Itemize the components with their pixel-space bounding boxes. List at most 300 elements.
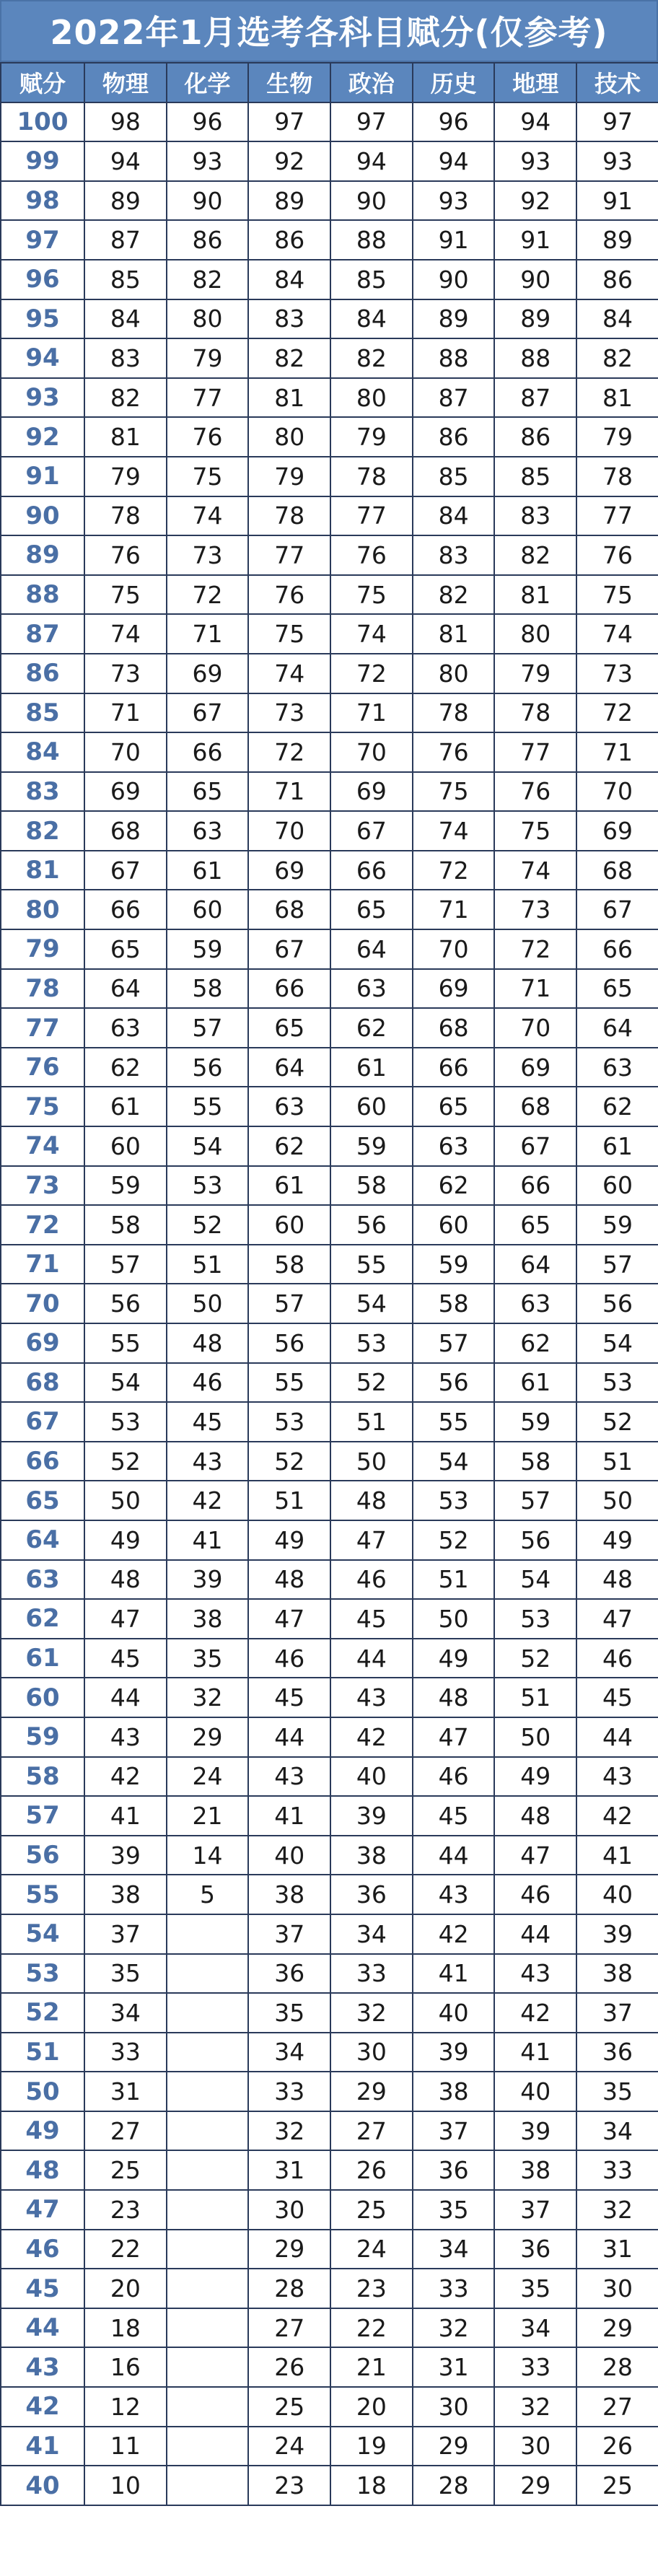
raw-score-cell: 45 (84, 1639, 167, 1678)
raw-score-cell: 69 (248, 851, 330, 890)
raw-score-cell: 92 (494, 181, 576, 221)
score-cell: 98 (1, 181, 84, 221)
raw-score-cell (167, 2033, 249, 2072)
raw-score-cell: 96 (167, 102, 249, 142)
table-row (1, 338, 658, 378)
raw-score-cell: 84 (576, 299, 658, 339)
raw-score-cell: 72 (413, 851, 495, 890)
score-cell: 87 (1, 614, 84, 654)
score-cell: 51 (1, 2033, 84, 2072)
table-row (1, 1796, 658, 1836)
raw-score-cell: 85 (330, 260, 413, 299)
column-header: 生物 (248, 63, 330, 102)
table-row (1, 1599, 658, 1639)
raw-score-cell: 81 (494, 575, 576, 615)
raw-score-cell: 75 (413, 772, 495, 812)
raw-score-cell: 49 (248, 1520, 330, 1560)
score-cell: 78 (1, 969, 84, 1009)
raw-score-cell: 35 (84, 1954, 167, 1994)
raw-score-cell: 30 (494, 2427, 576, 2466)
raw-score-cell: 49 (84, 1520, 167, 1560)
raw-score-cell (167, 2111, 249, 2151)
raw-score-cell: 97 (330, 102, 413, 142)
raw-score-cell: 33 (413, 2269, 495, 2308)
raw-score-cell: 54 (413, 1442, 495, 1481)
table-row (1, 141, 658, 181)
raw-score-cell: 84 (84, 299, 167, 339)
raw-score-cell: 78 (330, 457, 413, 496)
raw-score-cell: 25 (84, 2150, 167, 2190)
raw-score-cell: 78 (494, 693, 576, 733)
raw-score-cell: 25 (576, 2466, 658, 2505)
column-header: 历史 (413, 63, 495, 102)
raw-score-cell (167, 2150, 249, 2190)
raw-score-cell: 48 (330, 1481, 413, 1520)
raw-score-cell: 24 (248, 2427, 330, 2466)
raw-score-cell: 56 (248, 1323, 330, 1363)
score-cell: 66 (1, 1442, 84, 1481)
raw-score-cell: 47 (84, 1599, 167, 1639)
raw-score-cell: 38 (576, 1954, 658, 1994)
raw-score-cell: 91 (413, 220, 495, 260)
raw-score-cell: 60 (167, 890, 249, 929)
table-row (1, 2033, 658, 2072)
raw-score-cell: 56 (576, 1284, 658, 1323)
score-cell: 61 (1, 1639, 84, 1678)
raw-score-cell: 86 (248, 220, 330, 260)
raw-score-cell: 65 (576, 969, 658, 1009)
raw-score-cell: 40 (413, 1993, 495, 2033)
table-row (1, 496, 658, 536)
score-cell: 96 (1, 260, 84, 299)
header-row (1, 63, 658, 102)
raw-score-cell: 43 (167, 1442, 249, 1481)
raw-score-cell: 44 (494, 1914, 576, 1954)
raw-score-cell (167, 1954, 249, 1994)
table-row (1, 693, 658, 733)
raw-score-cell: 41 (167, 1520, 249, 1560)
score-cell: 80 (1, 890, 84, 929)
raw-score-cell: 5 (167, 1875, 249, 1914)
table-row (1, 1914, 658, 1954)
raw-score-cell: 40 (330, 1757, 413, 1797)
table-row (1, 1323, 658, 1363)
raw-score-cell: 29 (494, 2466, 576, 2505)
raw-score-cell: 84 (330, 299, 413, 339)
table-row (1, 2190, 658, 2230)
raw-score-cell: 36 (330, 1875, 413, 1914)
table-row (1, 732, 658, 772)
score-cell: 55 (1, 1875, 84, 1914)
score-cell: 95 (1, 299, 84, 339)
raw-score-cell: 76 (413, 732, 495, 772)
table-row (1, 2308, 658, 2348)
raw-score-cell: 51 (413, 1560, 495, 1600)
raw-score-cell: 79 (330, 417, 413, 457)
raw-score-cell: 18 (84, 2308, 167, 2348)
raw-score-cell: 34 (576, 2111, 658, 2151)
raw-score-cell: 31 (413, 2347, 495, 2387)
table-row (1, 1757, 658, 1797)
score-cell: 62 (1, 1599, 84, 1639)
score-cell: 89 (1, 535, 84, 575)
raw-score-cell: 32 (413, 2308, 495, 2348)
score-cell: 57 (1, 1796, 84, 1836)
raw-score-cell: 94 (84, 141, 167, 181)
raw-score-cell: 47 (413, 1717, 495, 1757)
raw-score-cell: 50 (167, 1284, 249, 1323)
raw-score-cell: 41 (576, 1836, 658, 1875)
score-cell: 99 (1, 141, 84, 181)
raw-score-cell: 21 (167, 1796, 249, 1836)
raw-score-cell: 20 (84, 2269, 167, 2308)
table-row (1, 614, 658, 654)
raw-score-cell: 91 (576, 181, 658, 221)
raw-score-cell: 77 (576, 496, 658, 536)
score-cell: 46 (1, 2230, 84, 2269)
raw-score-cell: 62 (413, 1166, 495, 1206)
raw-score-cell: 39 (576, 1914, 658, 1954)
raw-score-cell: 51 (248, 1481, 330, 1520)
raw-score-cell: 66 (413, 1048, 495, 1087)
raw-score-cell: 27 (248, 2308, 330, 2348)
raw-score-cell: 16 (84, 2347, 167, 2387)
score-cell: 44 (1, 2308, 84, 2348)
raw-score-cell: 38 (167, 1599, 249, 1639)
raw-score-cell: 83 (84, 338, 167, 378)
table-row (1, 417, 658, 457)
table-row (1, 811, 658, 851)
raw-score-cell: 87 (494, 378, 576, 418)
score-cell: 42 (1, 2387, 84, 2427)
raw-score-cell (167, 2427, 249, 2466)
table-row (1, 2269, 658, 2308)
raw-score-cell: 53 (576, 1363, 658, 1403)
raw-score-cell: 54 (167, 1126, 249, 1166)
raw-score-cell: 72 (576, 693, 658, 733)
raw-score-cell: 60 (248, 1205, 330, 1245)
raw-score-cell: 42 (330, 1717, 413, 1757)
raw-score-cell: 57 (84, 1245, 167, 1284)
raw-score-cell: 27 (576, 2387, 658, 2427)
raw-score-cell: 69 (330, 772, 413, 812)
raw-score-cell: 43 (413, 1875, 495, 1914)
raw-score-cell: 31 (84, 2072, 167, 2111)
raw-score-cell: 47 (248, 1599, 330, 1639)
score-cell: 84 (1, 732, 84, 772)
raw-score-cell: 66 (576, 929, 658, 969)
table-row (1, 2150, 658, 2190)
raw-score-cell: 50 (84, 1481, 167, 1520)
table-row (1, 969, 658, 1009)
score-cell: 67 (1, 1402, 84, 1442)
raw-score-cell: 82 (167, 260, 249, 299)
raw-score-cell: 55 (248, 1363, 330, 1403)
raw-score-cell: 47 (330, 1520, 413, 1560)
raw-score-cell: 66 (330, 851, 413, 890)
raw-score-cell: 70 (84, 732, 167, 772)
raw-score-cell: 55 (413, 1402, 495, 1442)
score-cell: 91 (1, 457, 84, 496)
raw-score-cell: 53 (413, 1481, 495, 1520)
raw-score-cell: 72 (248, 732, 330, 772)
table-row (1, 1639, 658, 1678)
raw-score-cell: 71 (167, 614, 249, 654)
raw-score-cell: 33 (248, 2072, 330, 2111)
raw-score-cell: 85 (494, 457, 576, 496)
raw-score-cell: 63 (167, 811, 249, 851)
raw-score-cell: 76 (330, 535, 413, 575)
raw-score-cell: 50 (576, 1481, 658, 1520)
raw-score-cell: 60 (413, 1205, 495, 1245)
raw-score-cell (167, 2072, 249, 2111)
raw-score-cell: 19 (330, 2427, 413, 2466)
raw-score-cell: 76 (84, 535, 167, 575)
raw-score-cell: 77 (248, 535, 330, 575)
raw-score-cell: 78 (248, 496, 330, 536)
score-cell: 75 (1, 1087, 84, 1126)
raw-score-cell: 79 (167, 338, 249, 378)
raw-score-cell: 66 (494, 1166, 576, 1206)
table-row (1, 1954, 658, 1994)
raw-score-cell: 74 (330, 614, 413, 654)
raw-score-cell: 62 (248, 1126, 330, 1166)
table-row (1, 181, 658, 221)
raw-score-cell: 38 (494, 2150, 576, 2190)
raw-score-cell: 48 (84, 1560, 167, 1600)
raw-score-cell: 54 (330, 1284, 413, 1323)
raw-score-cell: 89 (576, 220, 658, 260)
raw-score-cell: 67 (494, 1126, 576, 1166)
raw-score-cell: 22 (84, 2230, 167, 2269)
raw-score-cell: 60 (330, 1087, 413, 1126)
raw-score-cell: 67 (248, 929, 330, 969)
raw-score-cell: 79 (248, 457, 330, 496)
score-cell: 81 (1, 851, 84, 890)
raw-score-cell: 47 (576, 1599, 658, 1639)
raw-score-cell: 48 (167, 1323, 249, 1363)
raw-score-cell: 97 (248, 102, 330, 142)
table-row (1, 1836, 658, 1875)
raw-score-cell: 60 (84, 1126, 167, 1166)
raw-score-cell: 39 (413, 2033, 495, 2072)
raw-score-cell: 75 (248, 614, 330, 654)
raw-score-cell: 59 (576, 1205, 658, 1245)
raw-score-cell: 36 (248, 1954, 330, 1994)
raw-score-cell: 44 (576, 1717, 658, 1757)
raw-score-cell: 56 (413, 1363, 495, 1403)
raw-score-cell: 64 (84, 969, 167, 1009)
raw-score-cell: 53 (84, 1402, 167, 1442)
score-cell: 71 (1, 1245, 84, 1284)
raw-score-cell: 32 (330, 1993, 413, 2033)
raw-score-cell: 61 (494, 1363, 576, 1403)
raw-score-cell: 41 (413, 1954, 495, 1994)
raw-score-cell: 42 (84, 1757, 167, 1797)
score-cell: 92 (1, 417, 84, 457)
table-row (1, 929, 658, 969)
raw-score-cell: 63 (494, 1284, 576, 1323)
raw-score-cell: 40 (494, 2072, 576, 2111)
table-row (1, 1481, 658, 1520)
raw-score-cell: 77 (330, 496, 413, 536)
score-cell: 77 (1, 1008, 84, 1048)
raw-score-cell: 63 (576, 1048, 658, 1087)
raw-score-cell (167, 2308, 249, 2348)
raw-score-cell: 87 (84, 220, 167, 260)
score-cell: 70 (1, 1284, 84, 1323)
raw-score-cell: 26 (248, 2347, 330, 2387)
raw-score-cell: 89 (248, 181, 330, 221)
raw-score-cell: 62 (494, 1323, 576, 1363)
raw-score-cell (167, 1914, 249, 1954)
raw-score-cell: 39 (84, 1836, 167, 1875)
raw-score-cell: 78 (84, 496, 167, 536)
raw-score-cell: 72 (494, 929, 576, 969)
raw-score-cell: 82 (413, 575, 495, 615)
score-cell: 94 (1, 338, 84, 378)
table-row (1, 851, 658, 890)
score-cell: 50 (1, 2072, 84, 2111)
raw-score-cell: 35 (494, 2269, 576, 2308)
raw-score-cell: 35 (413, 2190, 495, 2230)
score-cell: 49 (1, 2111, 84, 2151)
table-row (1, 378, 658, 418)
raw-score-cell: 63 (84, 1008, 167, 1048)
raw-score-cell: 28 (248, 2269, 330, 2308)
raw-score-cell: 48 (576, 1560, 658, 1600)
table-row (1, 535, 658, 575)
raw-score-cell: 79 (494, 654, 576, 693)
score-cell: 83 (1, 772, 84, 812)
raw-score-cell: 20 (330, 2387, 413, 2427)
raw-score-cell: 45 (330, 1599, 413, 1639)
raw-score-cell: 77 (167, 378, 249, 418)
raw-score-cell: 45 (413, 1796, 495, 1836)
raw-score-cell: 24 (330, 2230, 413, 2269)
raw-score-cell: 62 (330, 1008, 413, 1048)
raw-score-cell: 41 (494, 2033, 576, 2072)
table-row (1, 1993, 658, 2033)
raw-score-cell: 18 (330, 2466, 413, 2505)
raw-score-cell: 31 (576, 2230, 658, 2269)
raw-score-cell: 71 (494, 969, 576, 1009)
raw-score-cell: 14 (167, 1836, 249, 1875)
raw-score-cell: 73 (84, 654, 167, 693)
raw-score-cell: 50 (330, 1442, 413, 1481)
score-cell: 64 (1, 1520, 84, 1560)
raw-score-cell: 83 (248, 299, 330, 339)
raw-score-cell: 57 (413, 1323, 495, 1363)
raw-score-cell: 66 (84, 890, 167, 929)
score-cell: 59 (1, 1717, 84, 1757)
raw-score-cell: 93 (576, 141, 658, 181)
raw-score-cell: 34 (413, 2230, 495, 2269)
raw-score-cell: 54 (84, 1363, 167, 1403)
table-row (1, 457, 658, 496)
raw-score-cell: 30 (248, 2190, 330, 2230)
raw-score-cell: 30 (576, 2269, 658, 2308)
raw-score-cell: 33 (330, 1954, 413, 1994)
raw-score-cell: 79 (576, 417, 658, 457)
raw-score-cell: 36 (576, 2033, 658, 2072)
raw-score-cell: 82 (576, 338, 658, 378)
raw-score-cell: 25 (330, 2190, 413, 2230)
raw-score-cell: 57 (576, 1245, 658, 1284)
raw-score-cell: 70 (330, 732, 413, 772)
raw-score-cell: 80 (167, 299, 249, 339)
raw-score-cell: 55 (167, 1087, 249, 1126)
raw-score-cell: 32 (494, 2387, 576, 2427)
raw-score-cell: 49 (494, 1757, 576, 1797)
raw-score-cell: 60 (576, 1166, 658, 1206)
raw-score-cell: 51 (330, 1402, 413, 1442)
raw-score-cell: 37 (576, 1993, 658, 2033)
raw-score-cell: 83 (413, 535, 495, 575)
raw-score-cell: 52 (494, 1639, 576, 1678)
raw-score-cell: 28 (576, 2347, 658, 2387)
raw-score-cell: 34 (248, 2033, 330, 2072)
raw-score-cell: 67 (576, 890, 658, 929)
raw-score-cell: 90 (167, 181, 249, 221)
raw-score-cell: 68 (84, 811, 167, 851)
raw-score-cell: 62 (84, 1048, 167, 1087)
table-row (1, 2387, 658, 2427)
table-row (1, 575, 658, 615)
raw-score-cell: 53 (167, 1166, 249, 1206)
raw-score-cell: 37 (84, 1914, 167, 1954)
raw-score-cell: 65 (248, 1008, 330, 1048)
raw-score-cell: 38 (413, 2072, 495, 2111)
raw-score-cell: 65 (84, 929, 167, 969)
table-row (1, 1402, 658, 1442)
raw-score-cell: 74 (576, 614, 658, 654)
raw-score-cell: 80 (330, 378, 413, 418)
raw-score-cell: 53 (494, 1599, 576, 1639)
raw-score-cell: 74 (248, 654, 330, 693)
raw-score-cell: 22 (330, 2308, 413, 2348)
table-row (1, 2111, 658, 2151)
raw-score-cell: 62 (576, 1087, 658, 1126)
raw-score-cell: 42 (494, 1993, 576, 2033)
raw-score-cell: 46 (494, 1875, 576, 1914)
raw-score-cell: 27 (330, 2111, 413, 2151)
raw-score-cell: 52 (330, 1363, 413, 1403)
raw-score-cell: 34 (330, 1914, 413, 1954)
raw-score-cell: 44 (330, 1639, 413, 1678)
raw-score-cell: 93 (167, 141, 249, 181)
table-row (1, 654, 658, 693)
raw-score-cell: 39 (167, 1560, 249, 1600)
score-cell: 43 (1, 2347, 84, 2387)
raw-score-cell: 83 (494, 496, 576, 536)
raw-score-cell: 61 (167, 851, 249, 890)
raw-score-cell: 71 (84, 693, 167, 733)
raw-score-cell: 51 (167, 1245, 249, 1284)
table-row (1, 1875, 658, 1914)
table-row (1, 890, 658, 929)
raw-score-cell: 65 (330, 890, 413, 929)
table-row (1, 1560, 658, 1600)
raw-score-cell: 49 (413, 1639, 495, 1678)
raw-score-cell: 52 (413, 1520, 495, 1560)
raw-score-cell: 73 (248, 693, 330, 733)
raw-score-cell: 42 (413, 1914, 495, 1954)
raw-score-cell: 30 (330, 2033, 413, 2072)
raw-score-cell: 59 (167, 929, 249, 969)
raw-score-cell (167, 2269, 249, 2308)
raw-score-cell: 73 (576, 654, 658, 693)
